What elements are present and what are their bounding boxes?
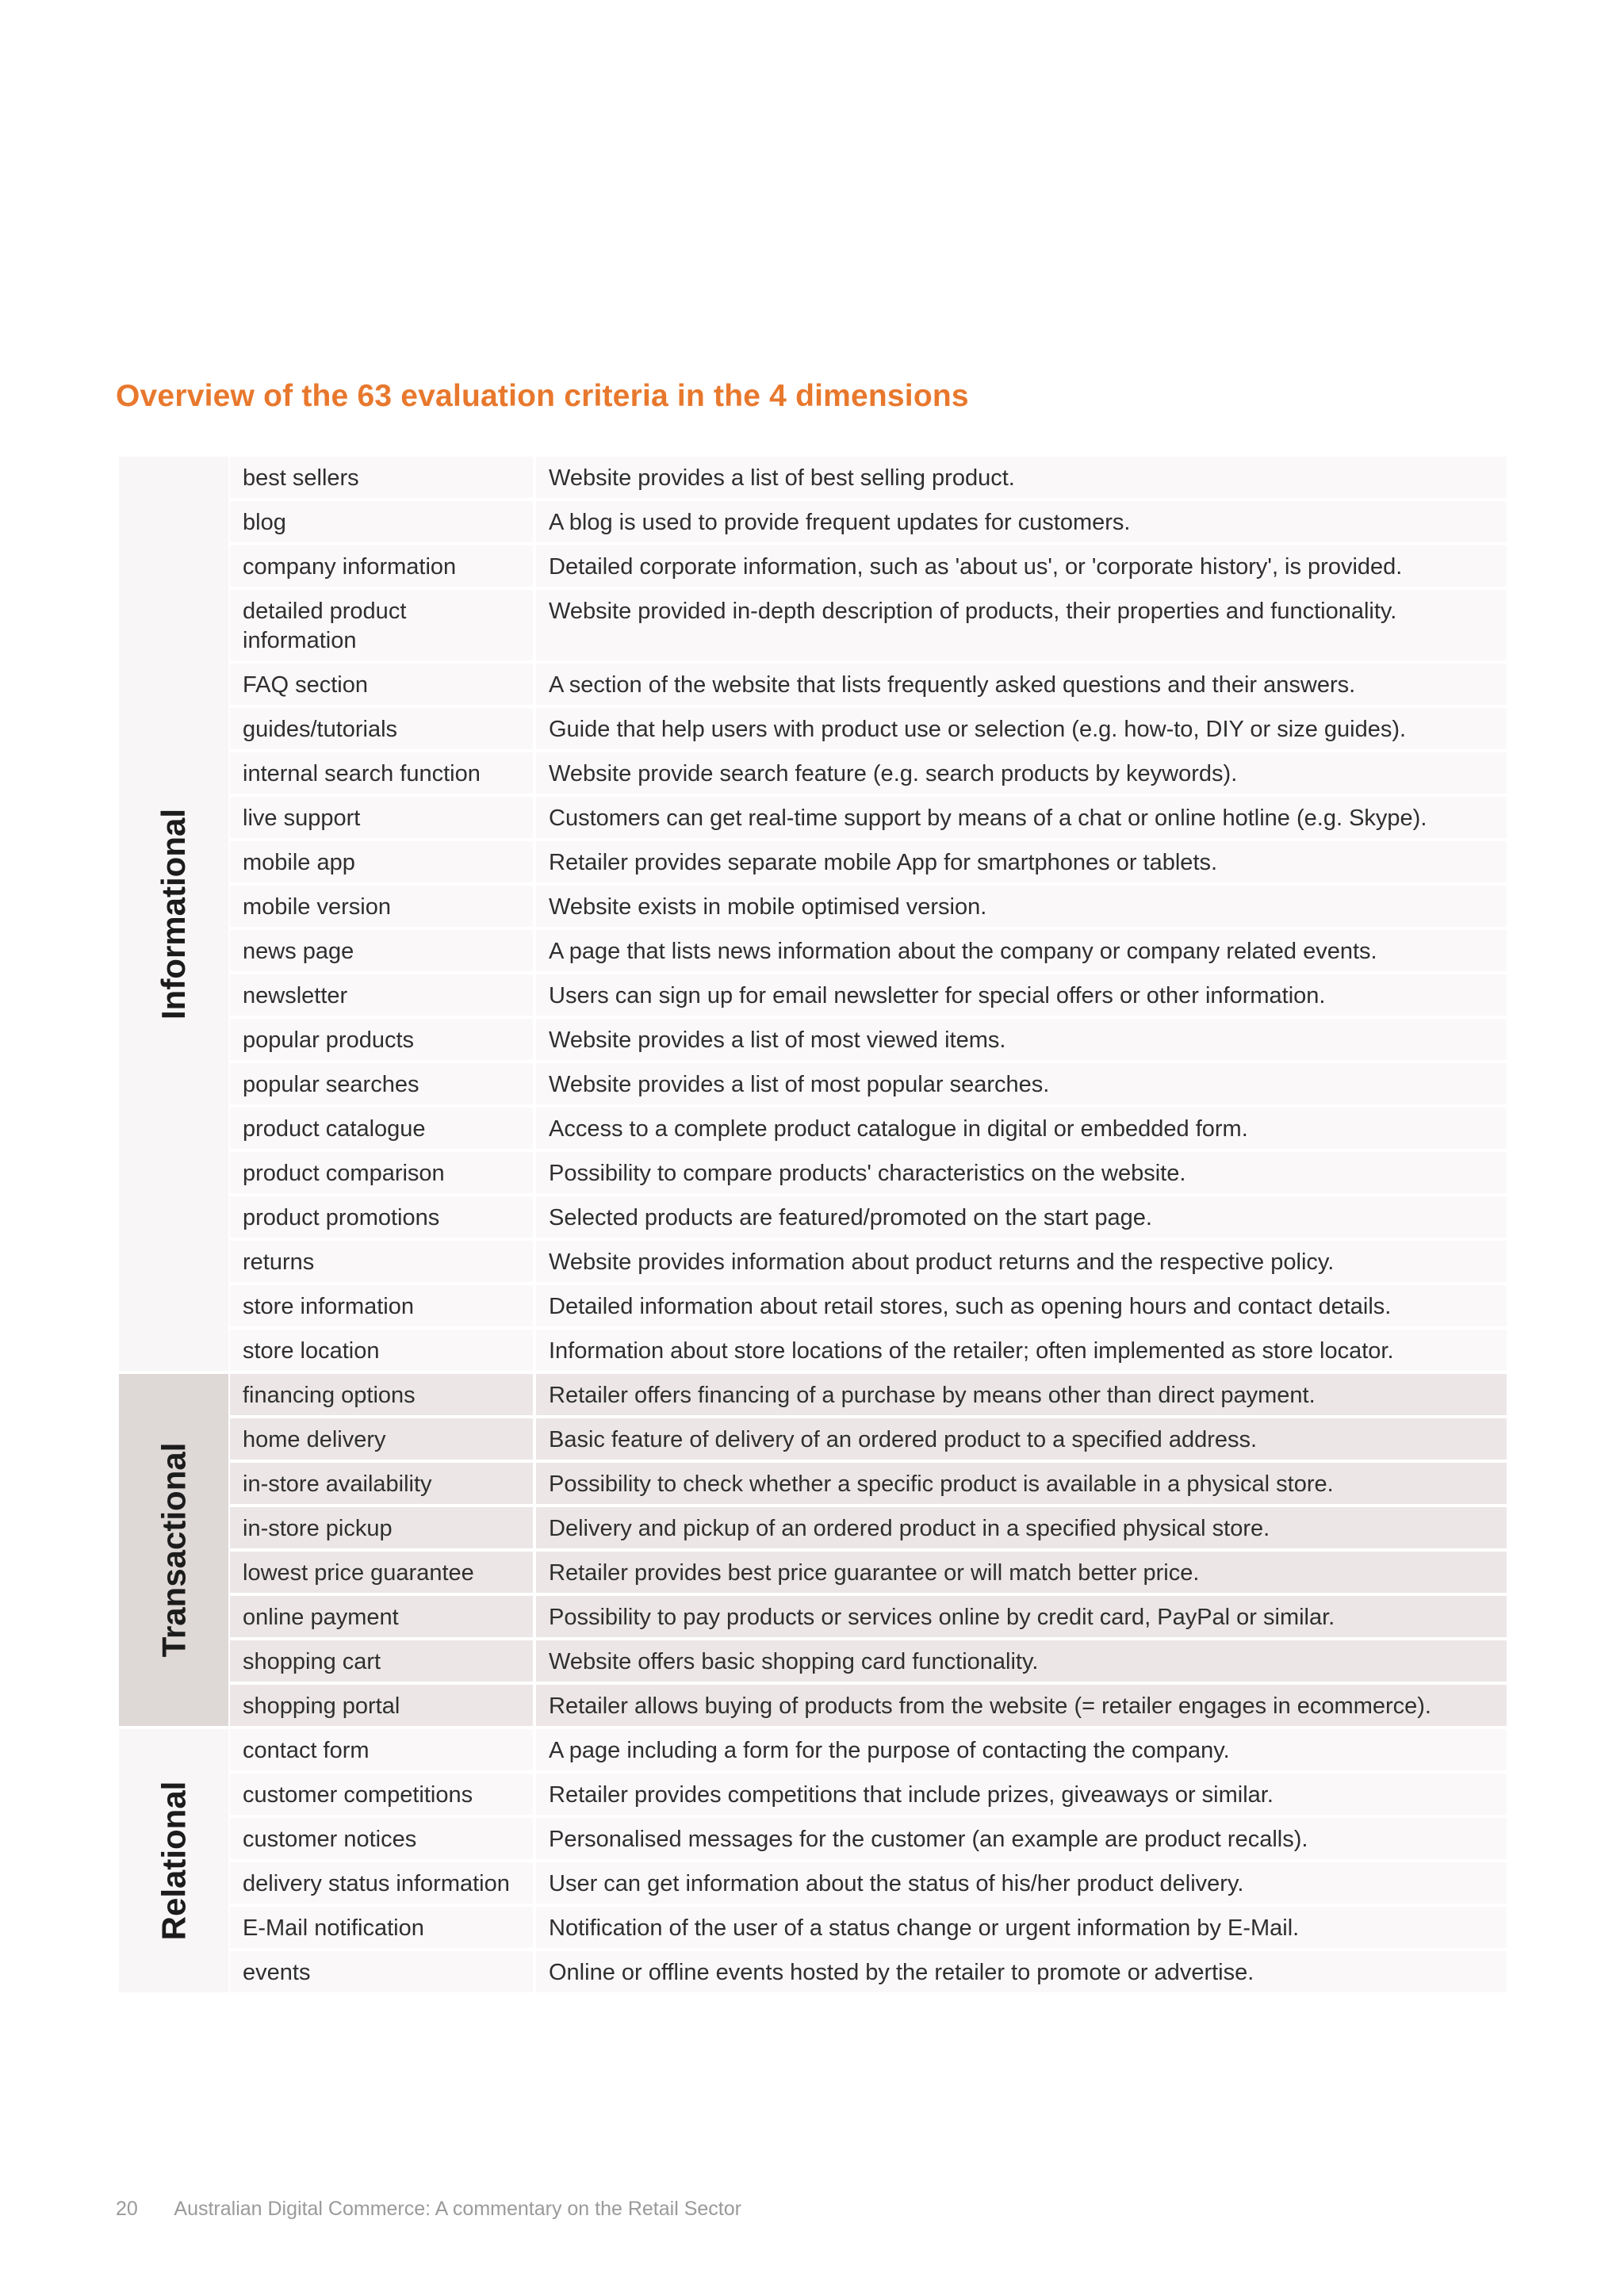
criterion-description: Access to a complete product catalogue in digital or embedded form. — [536, 1108, 1507, 1149]
criterion-description: Guide that help users with product use or selection (e.g. how-to, DIY or size guides). — [536, 708, 1507, 749]
criteria-table — [119, 457, 1507, 1996]
criterion-description: User can get information about the status of his/her product delivery. — [536, 1862, 1507, 1904]
criterion-description: Customers can get real-time support by means of a chat or online hotline (e.g. Skype). — [536, 797, 1507, 838]
criteria-rows — [230, 1729, 1507, 1992]
table-row — [230, 1063, 1507, 1104]
dimension-group — [119, 1729, 1507, 1992]
criterion-description: Retailer provides best price guarantee or will match better price. — [536, 1552, 1507, 1593]
criterion-name: E-Mail notification — [230, 1907, 533, 1948]
criterion-name: online payment — [230, 1596, 533, 1637]
table-row — [230, 1552, 1507, 1593]
criterion-name: returns — [230, 1241, 533, 1282]
criterion-name: mobile app — [230, 841, 533, 882]
criterion-name: in-store pickup — [230, 1507, 533, 1548]
criterion-description: Notification of the user of a status change or urgent information by E-Mail. — [536, 1907, 1507, 1948]
table-row — [230, 841, 1507, 882]
criterion-description: Personalised messages for the customer (an example are product recalls). — [536, 1818, 1507, 1859]
criterion-description: Users can sign up for email newsletter for special offers or other information. — [536, 974, 1507, 1016]
table-row — [230, 797, 1507, 838]
criterion-description: Website provide search feature (e.g. search products by keywords). — [536, 752, 1507, 794]
table-row — [230, 930, 1507, 971]
criterion-name: customer notices — [230, 1818, 533, 1859]
criterion-name: store location — [230, 1330, 533, 1371]
criterion-description: Basic feature of delivery of an ordered product to a specified address. — [536, 1418, 1507, 1460]
table-row — [230, 1818, 1507, 1859]
criterion-description: Selected products are featured/promoted on the start page. — [536, 1196, 1507, 1238]
criterion-name: detailed product information — [230, 590, 533, 660]
table-row — [230, 1907, 1507, 1948]
criterion-description: Online or offline events hosted by the retailer to promote or advertise. — [536, 1951, 1507, 1992]
dimension-label: Relational — [155, 1781, 192, 1941]
criterion-description: Information about store locations of the retailer; often implemented as store locator. — [536, 1330, 1507, 1371]
criterion-description: Possibility to check whether a specific product is available in a physical store. — [536, 1463, 1507, 1504]
table-row — [230, 1640, 1507, 1682]
criterion-name: contact form — [230, 1729, 533, 1770]
table-row — [230, 1596, 1507, 1637]
dimension-label: Informational — [155, 808, 193, 1020]
page-number: 20 — [116, 2198, 138, 2220]
criterion-name: home delivery — [230, 1418, 533, 1460]
criterion-description: Website offers basic shopping card functionality. — [536, 1640, 1507, 1682]
dimension-label-cell — [119, 457, 228, 1371]
criterion-name: lowest price guarantee — [230, 1552, 533, 1593]
criterion-name: mobile version — [230, 886, 533, 927]
criterion-description: Delivery and pickup of an ordered product in a specified physical store. — [536, 1507, 1507, 1548]
criterion-name: popular searches — [230, 1063, 533, 1104]
table-row — [230, 1019, 1507, 1060]
criterion-description: Retailer provides separate mobile App for smartphones or tablets. — [536, 841, 1507, 882]
table-row — [230, 590, 1507, 660]
criterion-name: product promotions — [230, 1196, 533, 1238]
dimension-group — [119, 1374, 1507, 1726]
dimension-label-cell — [119, 1374, 228, 1726]
table-row — [230, 1152, 1507, 1193]
criterion-description: Website provided in-depth description of products, their properties and functionality. — [536, 590, 1507, 660]
table-row — [230, 886, 1507, 927]
footer-text: Australian Digital Commerce: A commentary on the Retail Sector — [174, 2198, 741, 2220]
criterion-description: Retailer offers financing of a purchase by means other than direct payment. — [536, 1374, 1507, 1415]
table-row — [230, 457, 1507, 498]
table-row — [230, 1330, 1507, 1371]
criteria-rows — [230, 1374, 1507, 1726]
criterion-name: product catalogue — [230, 1108, 533, 1149]
criterion-description: Possibility to pay products or services online by credit card, PayPal or similar. — [536, 1596, 1507, 1637]
table-row — [230, 1285, 1507, 1326]
criterion-name: financing options — [230, 1374, 533, 1415]
criterion-description: A section of the website that lists frequently asked questions and their answers. — [536, 664, 1507, 705]
criterion-description: A blog is used to provide frequent updates for customers. — [536, 501, 1507, 542]
table-row — [230, 1374, 1507, 1415]
criterion-name: product comparison — [230, 1152, 533, 1193]
table-row — [230, 752, 1507, 794]
table-row — [230, 1729, 1507, 1770]
page-title: Overview of the 63 evaluation criteria in the 4 dimensions — [116, 379, 969, 413]
criterion-name: internal search function — [230, 752, 533, 794]
criterion-name: newsletter — [230, 974, 533, 1016]
criterion-description: Website provides a list of most popular searches. — [536, 1063, 1507, 1104]
criterion-name: guides/tutorials — [230, 708, 533, 749]
table-row — [230, 1507, 1507, 1548]
table-row — [230, 1685, 1507, 1726]
criterion-name: events — [230, 1951, 533, 1992]
criterion-name: in-store availability — [230, 1463, 533, 1504]
table-row — [230, 974, 1507, 1016]
table-row — [230, 501, 1507, 542]
criterion-name: news page — [230, 930, 533, 971]
criterion-description: Website provides information about product returns and the respective policy. — [536, 1241, 1507, 1282]
dimension-group — [119, 457, 1507, 1371]
criterion-description: Retailer allows buying of products from the website (= retailer engages in ecommerce). — [536, 1685, 1507, 1726]
criterion-name: store information — [230, 1285, 533, 1326]
table-row — [230, 708, 1507, 749]
table-row — [230, 1418, 1507, 1460]
criterion-description: Website provides a list of most viewed items. — [536, 1019, 1507, 1060]
table-row — [230, 1862, 1507, 1904]
criterion-name: delivery status information — [230, 1862, 533, 1904]
criterion-description: Website provides a list of best selling product. — [536, 457, 1507, 498]
criterion-description: Detailed information about retail stores, such as opening hours and contact details. — [536, 1285, 1507, 1326]
table-row — [230, 1951, 1507, 1992]
criterion-name: FAQ section — [230, 664, 533, 705]
criterion-description: Website exists in mobile optimised version. — [536, 886, 1507, 927]
criterion-description: Possibility to compare products' characteristics on the website. — [536, 1152, 1507, 1193]
table-row — [230, 1463, 1507, 1504]
dimension-label-cell — [119, 1729, 228, 1992]
page-footer — [116, 2198, 741, 2221]
table-row — [230, 545, 1507, 587]
table-row — [230, 1774, 1507, 1815]
criterion-name: customer competitions — [230, 1774, 533, 1815]
criterion-name: shopping portal — [230, 1685, 533, 1726]
criterion-name: company information — [230, 545, 533, 587]
dimension-label: Transactional — [155, 1442, 193, 1658]
criterion-description: Detailed corporate information, such as 'about us', or 'corporate history', is provided. — [536, 545, 1507, 587]
criterion-name: shopping cart — [230, 1640, 533, 1682]
criterion-description: A page that lists news information about the company or company related events. — [536, 930, 1507, 971]
table-row — [230, 664, 1507, 705]
criterion-name: popular products — [230, 1019, 533, 1060]
criterion-name: best sellers — [230, 457, 533, 498]
criterion-name: live support — [230, 797, 533, 838]
table-row — [230, 1196, 1507, 1238]
criteria-rows — [230, 457, 1507, 1371]
table-row — [230, 1241, 1507, 1282]
criterion-name: blog — [230, 501, 533, 542]
table-row — [230, 1108, 1507, 1149]
criterion-description: Retailer provides competitions that include prizes, giveaways or similar. — [536, 1774, 1507, 1815]
criterion-description: A page including a form for the purpose of contacting the company. — [536, 1729, 1507, 1770]
